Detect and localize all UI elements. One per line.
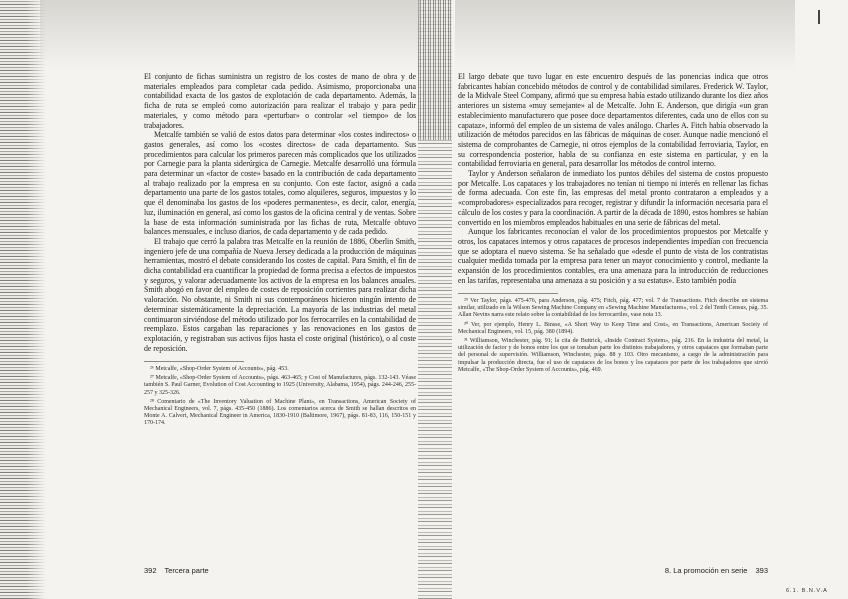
corner-mark: 6.1. B.N.V.A [786,588,828,594]
right-running-foot: 8. La promoción en serie [664,566,748,575]
right-footnote-rule [458,293,558,294]
right-body-text [458,72,768,285]
right-page [458,72,768,376]
left-paragraph-2: Metcalfe también se valió de estos datos para determinar «los costes indirectos» o gastos generales, así como los «costes directos» de cada departamento. Sus procedimientos para calcular los primeros parecen más complicados que los utilizados por Carnegie para la planta siderúrgica de Carnegie. Metcalfe desarrolló una fórmula para determinar un «factor de coste» basado en la contribución de cada departamento al trabajo realizado por la empresa en su conjunto. Con este factor, asignó a cada departamento una parte de los gastos totales, como alquileres, seguros, impuestos y lo que él denominaba los gastos de los «poderes permanentes», es decir, calor, energía, luz, iluminación en general, así como los gastos de la oficina central y de ventas. Sobre la base de esta información suministrada por las fichas de ruta, Metcalfe obtuvo balances mensuales, e incluso diarios, de cada departamento y de cada pedido. [144,130,416,237]
left-top-shadow [40,0,420,70]
left-footnote-28: ²⁸ Comentario de «The Inventory Valuation of Machine Plant», en Transactions, American Society of Mechanical Engineers, vol. 7, págs. 435-450 (1886). Los comentarios acerca de Smith se hallan descritos en Monte A. Calvert, Mechanical Engineer in America, 1830-1910 (Baltimore, 1967), págs. 81-83, 116, 150-151 y 170-174. [144,398,416,427]
right-footnotes [458,298,768,374]
left-running-foot: Tercera parte [164,566,209,575]
left-page [144,72,416,430]
left-page-edge-scan-noise [0,0,46,599]
right-footnote-31: ³¹ Williamson, Winchester, pág. 91; la cita de Buttrick, «Inside Contract System», pág. 216. En la industria del metal, la utilización de factor y de bonos entre los que se tomaban parte los distintos trabajadores, y otros capataces que formaban parte del personal de supervisión. Williamson, Winchester, págs. 88 y 103. Otro mecanismo, a cargo de la administración para impulsar la producción directa, fue el uso de capataces de los bonos y los capataces por parte de los trabajadores que sirvió Metcalfe, «The Shop-Order System of Accounts», pág. 469. [458,338,768,373]
right-edge-mark [818,10,820,24]
left-paragraph-1: El conjunto de fichas suministra un registro de los costes de mano de obra y de materiales empleados para completar cada pedido. Asimismo, proporcionaba una contabilidad exacta de los gastos de explotación de cada departamento. Además, la ficha de ruta se empleó como autorización para realizar el trabajo y para pedir materiales, y como método para «perturbar» o controlar «el tiempo» de los trabajadores. [144,72,416,130]
right-footnote-30: ³⁰ Ver, por ejemplo, Henry L. Binsse, «A Short Way to Keep Time and Cost», en Transactions, American Society of Mechanical Engineers, vol. 15, pág. 380 (1894). [458,321,768,335]
right-top-shadow [455,0,795,70]
right-paragraph-1: El largo debate que tuvo lugar en este encuentro después de las ponencias indica que otros fabricantes habían concebido métodos de control y de contabilidad similares. Frederick W. Taylor, de la Midvale Steel Company, afirmó que su empresa había estado utilizando durante los diez años anteriores un sistema «muy semejante» al de Metcalfe. John E. Anderson, que dirigía «un gran establecimiento manufacturero que posee doce departamentos diferentes, cada uno de ellos con su capataz», informó del empleo de un sistema de vales análogo. Charles A. Fitch había observado la utilización de métodos parecidos en las fábricas de máquinas de coser. Aunque nadie mencionó el sistema de comprobantes de Carnegie, ni otros ejemplos de la contabilidad ferroviaria, Taylor, en su correspondencia posterior, habla de su confianza en este sistema en particular, y en la contabilidad ferroviaria en general, para desarrollar los métodos de control interno. [458,72,768,169]
right-folio [638,566,768,575]
right-paragraph-2: Taylor y Anderson señalaron de inmediato los puntos débiles del sistema de costos propuesto por Metcalfe. Los capataces y los trabajadores no tenían ni tiempo ni interés en rellenar las fichas de forma adecuada. Con este fin, las empresas del metal pronto contrataron a empleados y a «comprobadores» especializados para recoger, registrar y difundir la información necesaria para el cálculo de los costes y para la coordinación. A partir de la década de 1890, estos hombres se habían convertido en los miembros empleados habituales en una serie de fábricas del metal. [458,169,768,227]
left-footnote-26: ²⁶ Metcalfe, «Shop-Order System of Accounts», pág. 453. [150,365,289,372]
left-paragraph-3: El trabajo que cerró la palabra tras Metcalfe en la reunión de 1886, Oberlin Smith, ingeniero jefe de una compañía de Nueva Jersey dedicada a la producción de máquinas herramientas, mostró el debate considerando los costes de capital. Para Smith, el fin de dicha contabilidad era cuantificar la propiedad de forma precisa a efectos de impuestos y seguros, y valorar adecuadamente los activos de la empresa en los balances anuales. Smith abogó en favor del empleo de costes de reposición corrientes para realizar dicha valoración. No obstante, ni Smith ni sus contemporáneos hicieron ningún intento de determinar sistemáticamente la depreciación. La mayoría de las industrias del metal continuaron sirviéndose del método utilizado por los ferrocarriles en la contabilidad de reemplazo. Estos cargaban las reparaciones y las renovaciones en los gastos de explotación, y registraban sus activos fijos hasta el coste original (histórico), o al coste de reposición. [144,236,416,353]
book-gutter [418,0,452,599]
left-footnote-27: ²⁷ Metcalfe, «Shop-Order System of Accounts», págs. 463-465; y Cost of Manufactures, págs. 132-143. Véase también S. Paul Garner, Evolution of Cost Accounting to 1925 (University, Alabama, 1954), págs. 244-246, 255-257 y 325-326. [144,375,416,396]
left-page-number: 392 [144,566,157,575]
right-footnote-29: ²⁹ Ver Taylor, págs. 475-476, para Anderson, pág. 475; Fitch, pág. 477; vol. 7 de Transactions. Fitch describe un sistema similar, utilizado en la Wilson Sewing Machine Company en «Sewing Machine Manufactures», vol. 2 del Tenth Census, pág. 35. Allan Nevins narra este relato sobre la contabilidad de los ferrocarriles, vase nota 13. [458,298,768,319]
right-page-number: 393 [755,566,768,575]
left-folio [144,566,209,575]
left-footnote-rule [144,361,244,362]
right-paragraph-3: Aunque los fabricantes reconocían el valor de los procedimientos propuestos por Metcalfe y otros, los capataces internos y otros capataces de procesos independientes impedían con frecuencia que se adoptara el nuevo sistema. Se ha señalado que «desde el punto de vista de los contratistas cualquier medida tomada por la empresa para tener un mayor conocimiento y control, mediante la expansión de los procedimientos contables, era una amenaza para la introducción de reducciones en las tarifas, representaba una amenaza a su posición y a su estatus». Esto también podía [458,227,768,285]
left-footnotes [144,366,416,428]
left-body-text [144,72,416,353]
